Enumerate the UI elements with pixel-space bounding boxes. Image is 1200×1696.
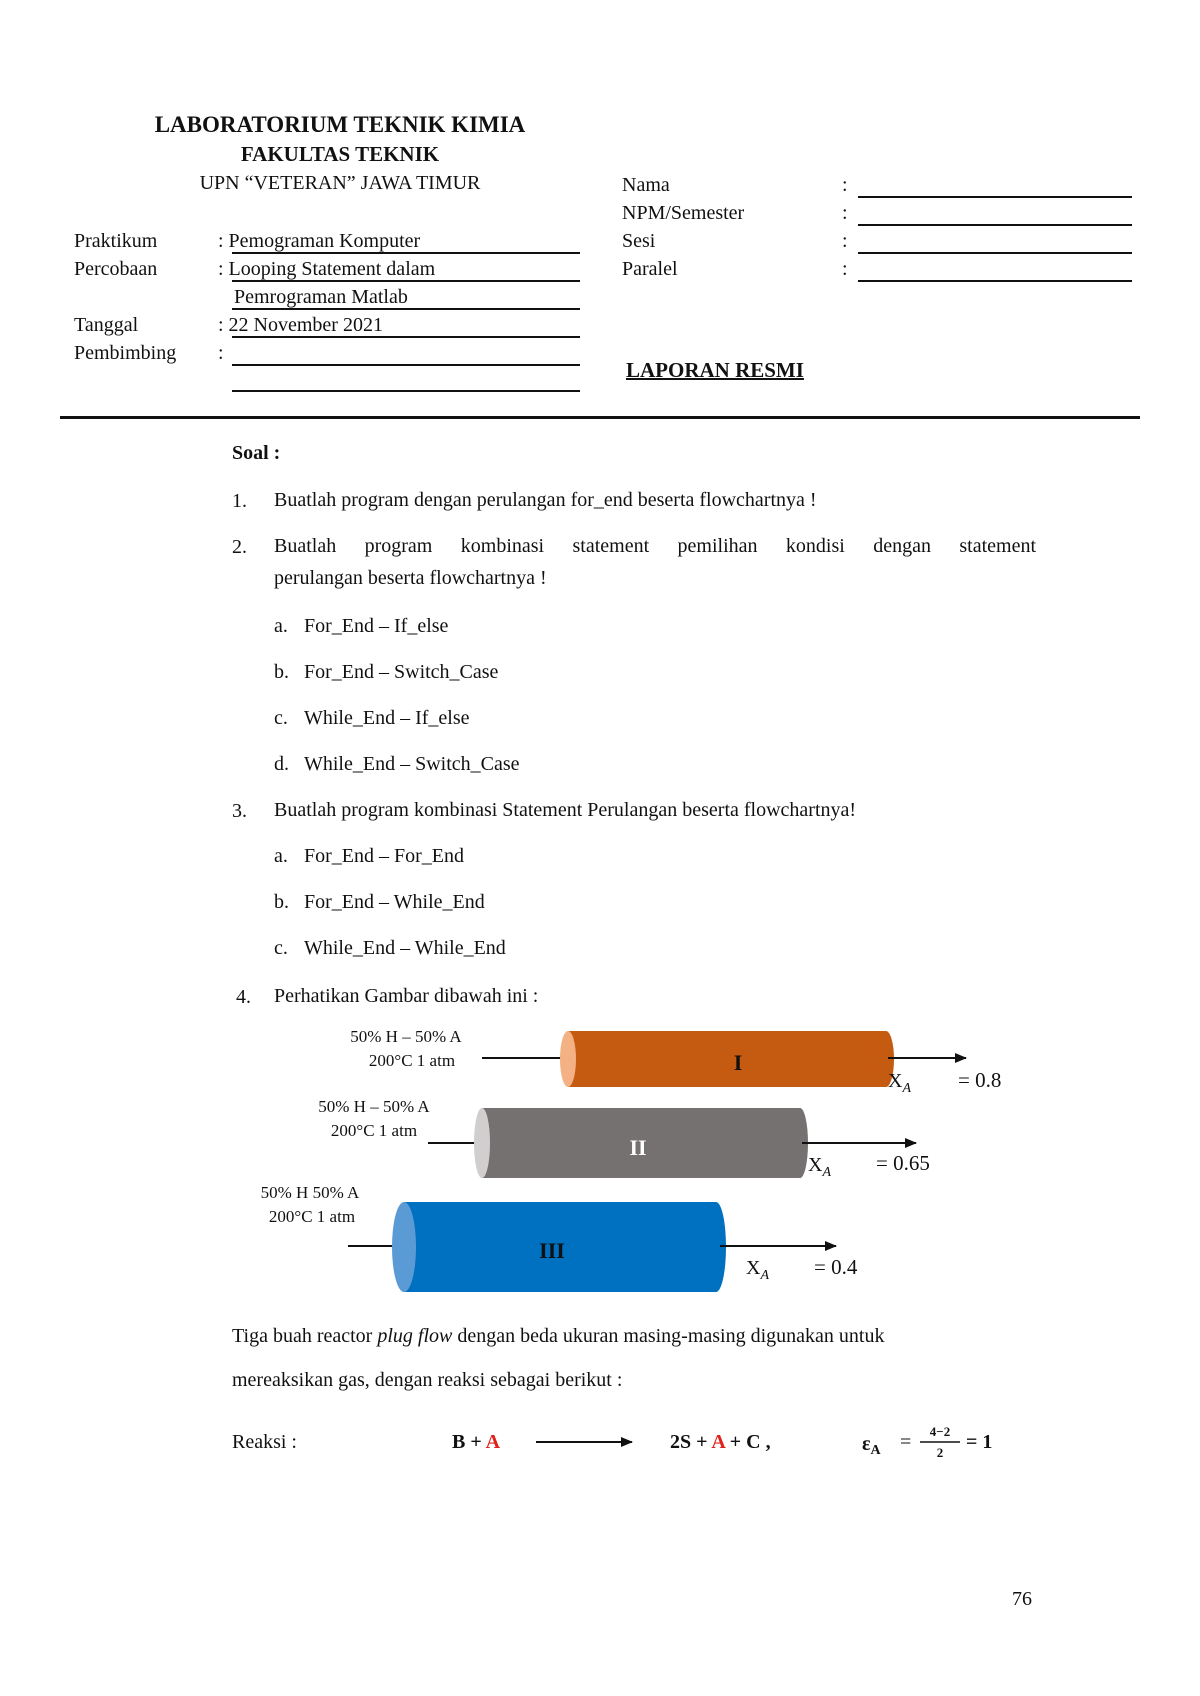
q3-text: Buatlah program kombinasi Statement Perulangan beserta flowchartnya! — [274, 799, 857, 821]
q2-item-b: For_End – Switch_Case — [304, 661, 499, 683]
q2-item-a: For_End – If_else — [304, 615, 449, 637]
reactor-2 — [318, 1097, 930, 1180]
q4-text: Perhatikan Gambar dibawah ini : — [274, 985, 539, 1007]
pembimbing-label: Pembimbing — [74, 342, 177, 364]
q2-item-d-letter: d. — [274, 753, 289, 775]
reactor-3-feed-line1: 50% H 50% A — [260, 1183, 360, 1202]
epsilon-result: = 1 — [966, 1431, 993, 1453]
report-title: LAPORAN RESMI — [626, 358, 804, 382]
reactor-1-xa-value: = 0.8 — [958, 1068, 1002, 1092]
q2-text-line2: perulangan beserta flowchartnya ! — [274, 567, 547, 589]
reactor-1-label: I — [733, 1050, 743, 1075]
reactor-3 — [261, 1183, 858, 1292]
npm-label: NPM/Semester — [622, 202, 745, 224]
reactor-2-label: II — [629, 1135, 647, 1160]
q2-item-b-letter: b. — [274, 661, 289, 683]
q2-item-a-letter: a. — [274, 615, 288, 637]
reactor-3-feed-line2: 200°C 1 atm — [268, 1207, 356, 1226]
reactor-3-label: III — [539, 1238, 565, 1263]
pembimbing-value: : — [218, 342, 224, 364]
lab-title: LABORATORIUM TEKNIK KIMIA — [154, 112, 526, 137]
q3-item-c: While_End – While_End — [304, 937, 506, 959]
q2-text-line1: Buatlah program kombinasi statement pemilihan kondisi dengan statement — [274, 535, 1036, 557]
reactor-1-feed-line2: 200°C 1 atm — [368, 1051, 456, 1070]
paragraph-line1: Tiga buah reactor plug flow dengan beda ukuran masing-masing digunakan untuk — [232, 1325, 885, 1347]
nama-colon: : — [842, 174, 848, 196]
sesi-label: Sesi — [622, 230, 656, 252]
tanggal-value: : 22 November 2021 — [218, 314, 383, 336]
q2-item-c: While_End – If_else — [304, 707, 470, 729]
npm-colon: : — [842, 202, 848, 224]
reactor-1-xa: $X_A$ — [888, 1070, 912, 1096]
q2-number: 2. — [232, 536, 247, 558]
soal-heading: Soal : — [232, 442, 281, 464]
reactor-2-cap — [474, 1108, 490, 1178]
reactor-2-feed-line1: 50% H – 50% A — [318, 1097, 430, 1116]
percobaan-value-1: : Looping Statement dalam — [218, 258, 436, 280]
tanggal-label: Tanggal — [74, 314, 139, 336]
q4-number: 4. — [236, 986, 251, 1008]
fraction-numerator: 4−2 — [929, 1424, 951, 1439]
q3-item-a-letter: a. — [274, 845, 288, 867]
reaction-rhs: 2S + A + C , — [670, 1431, 771, 1453]
paralel-label: Paralel — [622, 258, 678, 280]
paragraph-line2: mereaksikan gas, dengan reaksi sebagai berikut : — [232, 1369, 623, 1391]
q3-item-b: For_End – While_End — [304, 891, 485, 913]
q1-number: 1. — [232, 490, 247, 512]
reactor-2-xa-value: = 0.65 — [876, 1151, 930, 1175]
reactor-1-feed-line1: 50% H – 50% A — [350, 1027, 462, 1046]
fraction-denominator: 2 — [936, 1445, 944, 1460]
sesi-colon: : — [842, 230, 848, 252]
reactor-2-xa: $X_A$ — [808, 1154, 832, 1180]
q2-item-c-letter: c. — [274, 707, 288, 729]
q1-text: Buatlah program dengan perulangan for_end beserta flowchartnya ! — [274, 489, 817, 511]
percobaan-value-2: Pemrograman Matlab — [234, 286, 408, 308]
q3-item-a: For_End – For_End — [304, 845, 464, 867]
q3-item-b-letter: b. — [274, 891, 289, 913]
paralel-colon: : — [842, 258, 848, 280]
university-title: UPN “VETERAN” JAWA TIMUR — [199, 172, 481, 194]
page-number: 76 — [1012, 1588, 1032, 1610]
praktikum-value: : Pemograman Komputer — [218, 230, 421, 252]
nama-label: Nama — [622, 174, 670, 196]
reactor-2-feed-line2: 200°C 1 atm — [330, 1121, 418, 1140]
epsilon-symbol: $\varepsilon_A$ — [862, 1433, 881, 1458]
reactor-3-cap — [392, 1202, 416, 1292]
reaction-lhs: B + A — [452, 1431, 501, 1453]
reactor-1-body — [568, 1031, 886, 1087]
q2-item-d: While_End – Switch_Case — [304, 753, 520, 775]
reactor-1-cap — [560, 1031, 576, 1087]
q3-number: 3. — [232, 800, 247, 822]
epsilon-equals: = — [900, 1431, 912, 1453]
q3-item-c-letter: c. — [274, 937, 288, 959]
reactor-1 — [350, 1027, 1001, 1096]
reactor-3-xa-value: = 0.4 — [814, 1255, 858, 1279]
reactor-3-xa: $X_A$ — [746, 1257, 770, 1283]
praktikum-label: Praktikum — [74, 230, 158, 252]
faculty-title: FAKULTAS TEKNIK — [240, 142, 440, 166]
percobaan-label: Percobaan — [74, 258, 158, 280]
reaction-label: Reaksi : — [232, 1431, 297, 1453]
